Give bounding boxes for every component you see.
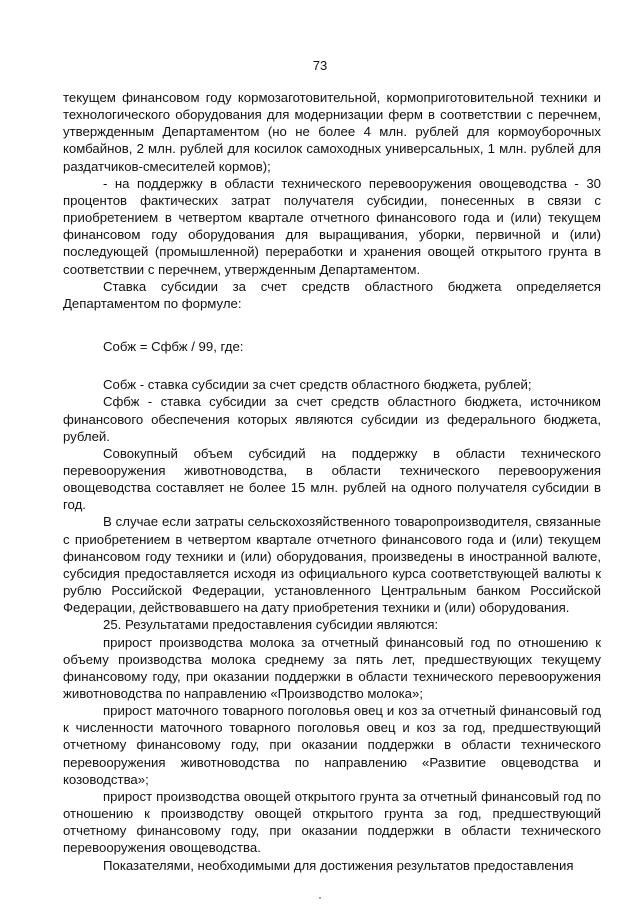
paragraph: - на поддержку в области технического перевооружения овощеводства - 30 процентов фактических затрат получателя субсидии, понесенных в связи с приобретением в четвертом квартале отчетного финансового года и (или) текущем финансовом году оборудования для выращивания, уборки, первичной и (или) последующей (промышленной) переработки и хранения овощей открытого грунта в соответствии с перечнем, утвержденным Департаментом. [63,175,601,277]
list-item: прирост производства молока за отчетный финансовый год по отношению к объему производства молока среднему за пять лет, предшествующих текущему финансовому году, при оказании поддержки в области технического перевооружения животноводства по направлению «Производство молока»; [63,634,601,701]
paragraph: Совокупный объем субсидий на поддержку в области технического перевооружения животноводства, в области технического перевооружения овощеводства составляет не более 15 млн. рублей на одного получателя субсидии в год. [63,445,601,513]
formula-definition: Собж - ставка субсидии за счет средств областного бюджета, рублей; [103,377,532,393]
paragraph: В случае если затраты сельскохозяйственного товаропроизводителя, связанные с приобретением в четвертом квартале отчетного финансового года и (или) текущем финансовом году техники и (или) оборудования, произведены в иностранной валюте, субсидия предоставляется исходя из официального курса соответствующей валюты к рублю Российской Федерации, установленного Центральным банком Российской Федерации, действовавшего на дату приобретения техники и (или) оборудования. [63,514,601,616]
list-item: прирост производства овощей открытого грунта за отчетный финансовый год по отношению к производству овощей открытого грунта за год, предшествующий отчетному финансовому году, при оказании поддержки в области технического перевооружения овощеводства. [63,788,601,856]
scan-artifact-dot [319,897,321,899]
paragraph: Показателями, необходимыми для достижения результатов предоставления [103,857,574,873]
paragraph: текущем финансовом году кормозаготовительной, кормоприготовительной техники и технологического оборудования для модернизации ферм в соответствии с перечнем, утвержденным Департаментом (но не более 4 млн. рублей для кормоуборочных комбайнов, 2 млн. рублей для косилок самоходных универсальных, 1 млн. рублей для раздатчиков-смесителей кормов); [63,90,601,174]
page-number: 73 [312,58,328,73]
formula: Собж = Сфбж / 99, где: [103,339,244,355]
formula-definition: Сфбж - ставка субсидии за счет средств областного бюджета, источником финансового обеспечения которых являются субсидии из федерального бюджета, рублей. [63,394,601,444]
document-body [63,89,601,874]
list-item: прирост маточного товарного поголовья овец и коз за отчетный финансовый год к численности маточного товарного поголовья овец и коз за год, предшествующий отчетному финансовому году, при оказании поддержки в области технического перевооружения животноводства по направлению «Развитие овцеводства и козоводства»; [63,703,601,787]
section-heading: 25. Результатами предоставления субсидии являются: [103,617,439,633]
paragraph: Ставка субсидии за счет средств областного бюджета определяется Департаментом по формуле: [63,278,601,311]
